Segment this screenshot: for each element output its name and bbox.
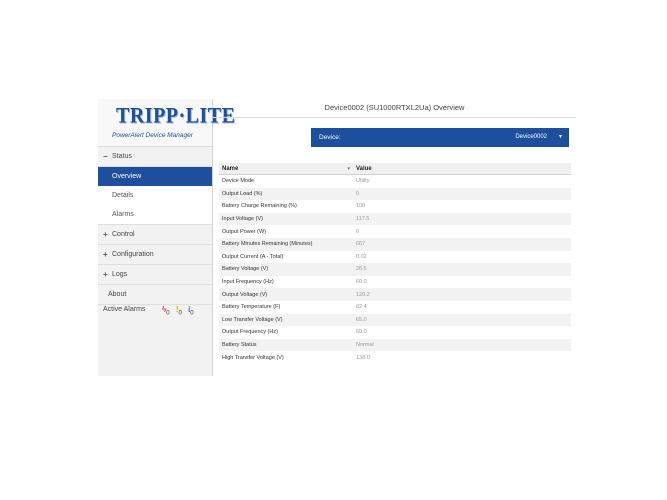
table-row [219, 288, 571, 301]
column-header-value[interactable]: Value [353, 163, 571, 175]
logo-subtitle: PowerAlert Device Manager [112, 132, 193, 139]
lightning-icon: ϟ [162, 305, 167, 314]
nav-configuration-label: Configuration [112, 251, 154, 258]
table-row [219, 188, 571, 201]
row-value: 0 [356, 228, 360, 235]
table-row [219, 326, 571, 339]
row-name: Low Transfer Voltage (V) [219, 314, 353, 327]
row-value: 138.0 [356, 354, 370, 361]
table-row [219, 200, 571, 213]
table-row [219, 213, 571, 226]
warning-count: 0 [178, 310, 182, 317]
row-name: Output Frequency (Hz) [222, 329, 278, 336]
row-value: 26.5 [353, 263, 571, 276]
row-name: Battery Voltage (V) [219, 263, 353, 276]
row-value: 667 [353, 238, 571, 251]
table-row [219, 351, 571, 364]
row-name: Output Current (A - Total) [222, 253, 284, 260]
logo [98, 99, 236, 147]
row-name: Output Load (%) [219, 188, 353, 201]
overview-table [219, 163, 571, 364]
nav-about[interactable]: About [98, 285, 212, 305]
table-row [219, 238, 571, 251]
critical-alarm[interactable] [162, 299, 170, 325]
critical-count: 0 [166, 310, 170, 317]
table-row [219, 251, 571, 264]
row-name: Input Voltage (V) [219, 213, 353, 226]
nav-overview[interactable]: Overview [98, 167, 212, 186]
table-row [219, 339, 571, 352]
row-value: 0.02 [356, 253, 367, 260]
row-value: 60.0 [356, 329, 367, 336]
collapse-icon: − [103, 152, 108, 161]
warning-alarm[interactable] [176, 299, 182, 325]
row-name: High Transfer Voltage (V) [222, 354, 284, 361]
table-row [219, 301, 571, 314]
warning-icon: ! [175, 305, 179, 314]
row-value: 60.0 [356, 279, 367, 286]
active-alarms [98, 299, 212, 321]
row-value: 117.5 [353, 213, 571, 226]
column-header-name-label: Name [222, 165, 239, 172]
expand-icon: + [103, 230, 108, 239]
logo-brand: TRIPP·LITE [116, 103, 236, 129]
nav-status[interactable] [98, 147, 212, 167]
app-window [98, 99, 576, 376]
device-select-label: Device: [319, 134, 341, 141]
row-name: Battery Temperature (F) [222, 304, 281, 311]
row-name: Output Power (W) [222, 228, 267, 235]
table-row [219, 175, 571, 188]
row-name: Device Mode [222, 178, 255, 185]
device-select[interactable] [311, 128, 569, 147]
sort-icon[interactable]: ▾ [347, 165, 350, 172]
device-select-value: Device0002 [515, 134, 547, 140]
page-title: Device0002 (SU1000RTXL2Ua) Overview [213, 99, 576, 118]
nav-alarms[interactable]: Alarms [98, 205, 212, 225]
expand-icon: + [103, 250, 108, 259]
nav-logs-label: Logs [112, 271, 128, 278]
table-row [219, 314, 571, 327]
column-header-name[interactable] [219, 163, 353, 175]
row-name: Output Voltage (V) [219, 288, 353, 301]
row-value: 82.4 [356, 304, 367, 311]
table-header-row [219, 163, 571, 175]
info-count: 0 [190, 310, 194, 317]
table-row [219, 225, 571, 238]
nav-details[interactable]: Details [98, 186, 212, 205]
info-icon: i [188, 305, 191, 314]
nav-logs[interactable] [98, 265, 212, 285]
nav-status-label: Status [112, 153, 132, 160]
row-value: 0 [353, 188, 571, 201]
nav-control-label: Control [112, 231, 135, 238]
row-name: Battery Status [219, 339, 353, 352]
table-row [219, 276, 571, 289]
active-alarms-label: Active Alarms [103, 306, 146, 313]
row-value: 100 [356, 203, 366, 210]
row-name: Input Frequency (Hz) [222, 279, 274, 286]
expand-icon: + [103, 270, 108, 279]
info-alarm[interactable] [188, 299, 194, 325]
main-content [213, 99, 576, 376]
chevron-down-icon: ▾ [558, 134, 562, 140]
row-value: 65.0 [353, 314, 571, 327]
nav-control[interactable] [98, 225, 212, 245]
row-name: Battery Charge Remaining (%) [222, 203, 297, 210]
alarm-counters [162, 299, 198, 325]
nav-configuration[interactable] [98, 245, 212, 265]
row-name: Battery Minutes Remaining (Minutes) [219, 238, 353, 251]
table-row [219, 263, 571, 276]
row-value: Utility [356, 178, 370, 185]
row-value: 120.2 [353, 288, 571, 301]
row-value: Normal [353, 339, 571, 352]
